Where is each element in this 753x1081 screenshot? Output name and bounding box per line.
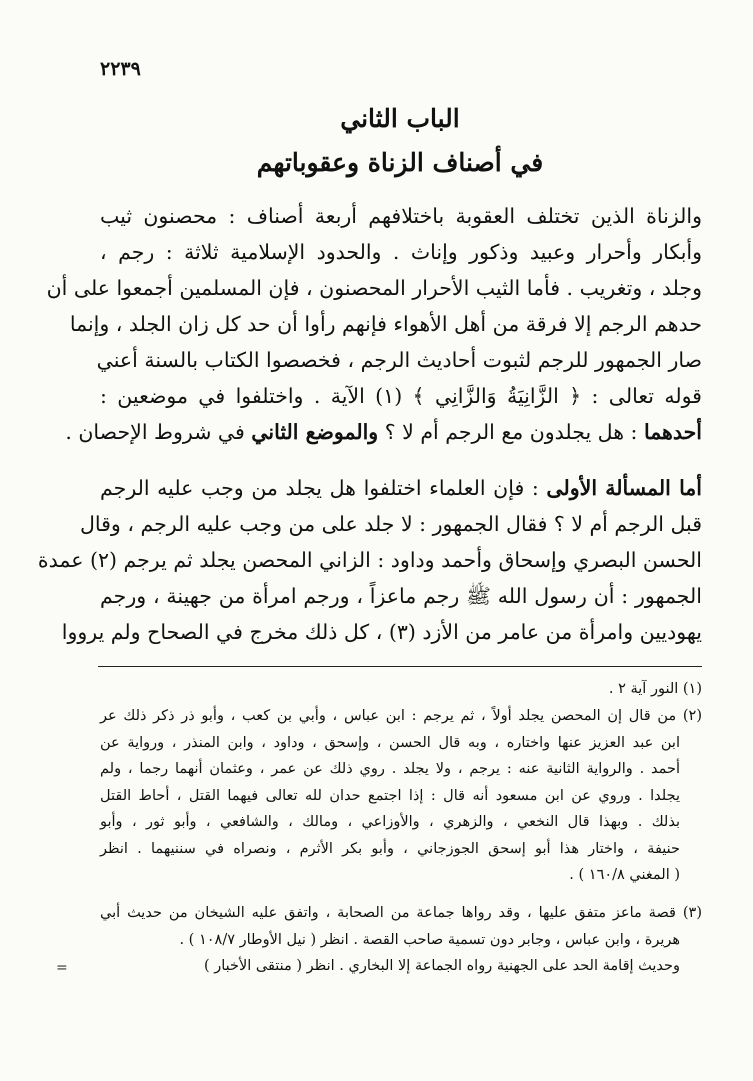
footnote-1 xyxy=(100,676,702,703)
footnote-line: (٣) قصة ماعز متفق عليها ، وقد رواها جماعة من الصحابة ، واتفق عليه الشيخان من حديث أبي xyxy=(100,905,702,921)
text-line: والزناة الذين تختلف العقوبة باختلافهم أربعة أصناف : محصنون ثيب xyxy=(100,204,702,228)
text-line xyxy=(65,414,702,450)
footnote-3 xyxy=(100,900,702,980)
text-segment: : هل يجلدون مع الرجم أم لا ؟ xyxy=(378,420,644,444)
text-line: الجمهور : أن رسول الله ﷺ رجم ماعزاً ، ورجم امرأة من جهينة ، ورجم xyxy=(100,584,702,608)
margin-mark: = xyxy=(56,960,68,976)
footnote-line: وحديث إقامة الحد على الجهنية رواه الجماعة إلا البخاري . انظر ( منتقى الأخبار ) xyxy=(203,958,680,974)
footnote-line: (١) النور آية ٢ . xyxy=(608,681,702,697)
footnote-line: (٢) من قال إن المحصن يجلد أولاً ، ثم يرجم : ابن عباس ، وأبي بن كعب ، وأبو ذر ذكر ذلك عر xyxy=(100,708,702,724)
text-line: قبل الرجم أم لا ؟ فقال الجمهور : لا جلد على من وجب عليه الرجم ، وقال xyxy=(79,512,702,536)
footnote-line: ( المغني ١٦٠/٨ ) . xyxy=(569,867,680,883)
text-line: حدهم الرجم إلا فرقة من أهل الأهواء فإنهم رأوا أن حد كل زان الجلد ، وإنما xyxy=(69,312,702,336)
text-line: وجلد ، وتغريب . فأما الثيب الأحرار المحصنون ، فإن المسلمين أجمعوا على أن xyxy=(46,276,702,300)
text-line: يهوديين وامرأة من عامر من الأزد (٣) ، كل ذلك مخرج في الصحاح ولم يرووا xyxy=(61,620,702,644)
paragraph-intro xyxy=(46,198,702,450)
footnote-line: ابن عبد العزيز عنها واختاره ، وبه قال الحسن ، وإسحق ، وداود ، وابن المنذر ، ورواية عن xyxy=(100,734,680,751)
bold-label-second: والموضع الثاني xyxy=(251,420,379,444)
text-line: الحسن البصري وإسحاق وأحمد وداود : الزاني المحصن يجلد ثم يرجم (٢) عمدة xyxy=(37,548,702,572)
chapter-title: الباب الثاني xyxy=(340,104,460,133)
footnote-line: بذلك . وبهذا قال النخعي ، والزهري ، والأوزاعي ، ومالك ، والشافعي ، وأبو ثور ، وأبو xyxy=(100,814,680,830)
text-line xyxy=(100,470,702,506)
page-number: ٢٢٣٩ xyxy=(100,58,141,80)
footnote-line: حنيفة ، واختار هذا أبو إسحق الجوزجاني ، وأبو بكر الأثرم ، ونصراه في سننيهما . انظر xyxy=(100,840,680,857)
text-line: قوله تعالى : ﴿ الزَّانِيَةُ وَالزَّانِي ﴾ (١) الآية . واختلفوا في موضعين : xyxy=(100,384,702,408)
text-segment: في شروط الإحصان . xyxy=(65,420,252,444)
text-line: صار الجمهور للرجم لثبوت أحاديث الرجم ، فخصصوا الكتاب بالسنة أعني xyxy=(96,348,702,372)
text-line: وأبكار وأحرار وعبيد وذكور وإناث . والحدود الإسلامية ثلاثة : رجم ، xyxy=(100,240,702,264)
footnote-2 xyxy=(100,703,702,889)
bold-label-first: أحدهما xyxy=(643,420,702,444)
footnote-line: أحمد . والرواية الثانية عنه : يرجم ، ولا يجلد . روي ذلك عن عمر ، وعثمان أنهما رجما ، ولم xyxy=(100,761,680,777)
text-segment: : فإن العلماء اختلفوا هل يجلد من وجب عليه الرجم xyxy=(100,476,547,500)
footnote-separator xyxy=(98,666,702,667)
footnote-line: هريرة ، وابن عباس ، وجابر دون تسمية صاحب القصة . انظر ( نيل الأوطار ١٠٨/٧ ) . xyxy=(179,931,680,948)
bold-label-issue: أما المسألة الأولى xyxy=(546,476,702,500)
chapter-subtitle: في أصناف الزناة وعقوباتهم xyxy=(256,148,544,177)
paragraph-first-issue xyxy=(37,470,702,650)
footnote-line: يجلدا . وروي عن ابن مسعود أنه قال : إذا اجتمع حدان لله تعالى فيهما القتل ، أحاط القتل xyxy=(100,787,680,804)
